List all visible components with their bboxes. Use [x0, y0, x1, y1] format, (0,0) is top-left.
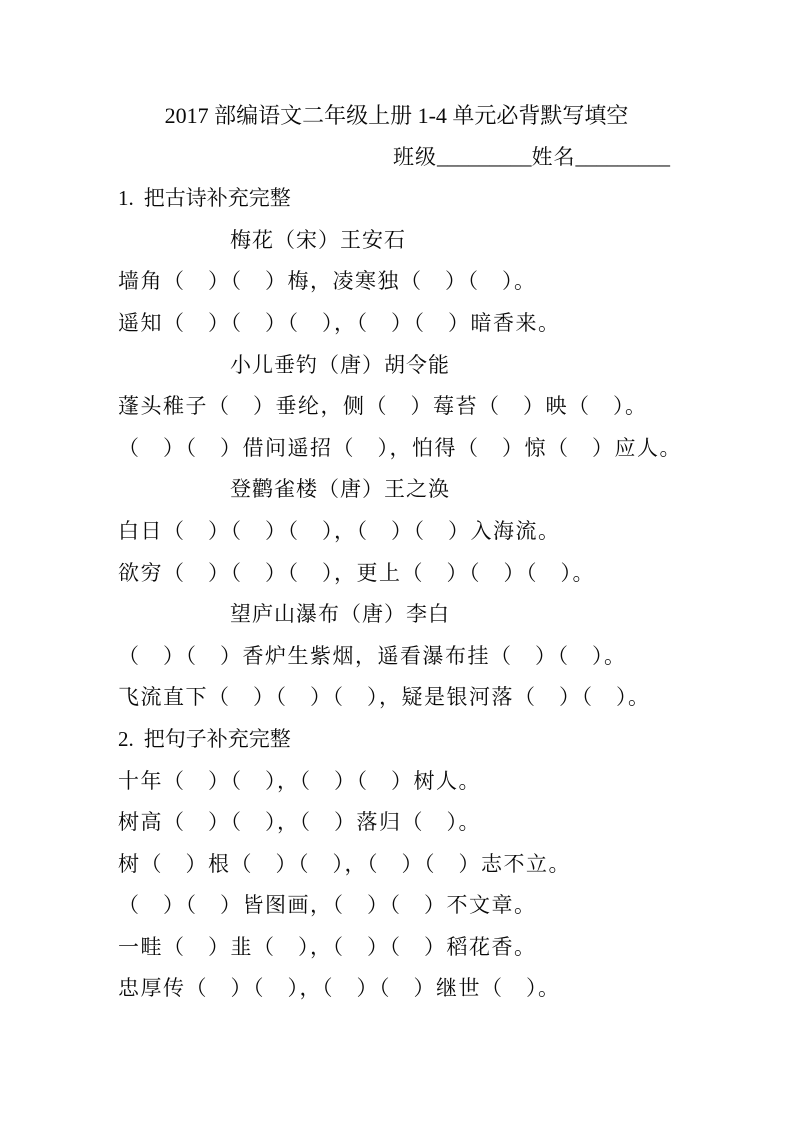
section-2-number: 2.: [118, 726, 134, 751]
poem-4-line-1: （ ）（ ）香炉生紫烟，遥看瀑布挂（ ）（ ）。: [118, 643, 627, 668]
sentence-line-6: 忠厚传（ ）（ ），（ ）（ ）继世（ ）。: [118, 976, 561, 1001]
document-title: 2017 部编语文二年级上册 1-4 单元必背默写填空: [164, 103, 629, 128]
poem-1-title: 梅花（宋）王安石: [230, 227, 406, 252]
class-label: 班级: [393, 144, 437, 169]
section-2-title: 把句子补充完整: [143, 726, 291, 751]
poem-4-line-2: 飞流直下（ ）（ ）（ ），疑是银河落（ ）（ ）。: [118, 685, 651, 710]
sentence-line-1: 十年（ ）（ ），（ ）（ ）树人。: [118, 768, 481, 793]
poem-3-title: 登鹳雀楼（唐）王之涣: [230, 477, 450, 502]
section-1-title: 把古诗补充完整: [143, 186, 291, 211]
student-info-line: [393, 137, 793, 179]
sentence-line-5: 一畦（ ）韭（ ），（ ）（ ）稻花香。: [118, 934, 537, 959]
poem-2-line-1: 蓬头稚子（ ）垂纶，侧（ ）莓苔（ ）映（ ）。: [118, 394, 648, 419]
poem-2-title: 小儿垂钓（唐）胡令能: [230, 352, 450, 377]
section-1-number: 1.: [118, 186, 134, 211]
poem-3-line-2: 欲穷（ ）（ ）（ ），更上（ ）（ ）（ ）。: [118, 560, 595, 585]
poem-3-line-1: 白日（ ）（ ）（ ），（ ）（ ）入海流。: [118, 518, 561, 543]
poem-1-line-2: 遥知（ ）（ ）（ ），（ ）（ ）暗香来。: [118, 310, 561, 335]
class-blank-underline: _________: [437, 144, 532, 169]
section-1-heading: [118, 178, 793, 220]
sentence-line-4: （ ）（ ）皆图画，（ ）（ ）不文章。: [118, 893, 537, 918]
poem-1-line-1: 墙角（ ）（ ）梅，凌寒独（ ）（ ）。: [118, 269, 537, 294]
poem-2-line-2: （ ）（ ）借问遥招（ ），怕得（ ）惊（ ）应人。: [118, 435, 682, 460]
name-label: 姓名: [531, 144, 576, 169]
sentence-line-3: 树（ ）根（ ）（ ），（ ）（ ）志不立。: [118, 851, 571, 876]
poem-4-title: 望庐山瀑布（唐）李白: [230, 602, 450, 627]
sentence-line-2: 树高（ ）（ ），（ ）落归（ ）。: [118, 810, 481, 835]
section-2-heading: [118, 719, 793, 761]
name-blank-underline: _________: [575, 144, 670, 169]
